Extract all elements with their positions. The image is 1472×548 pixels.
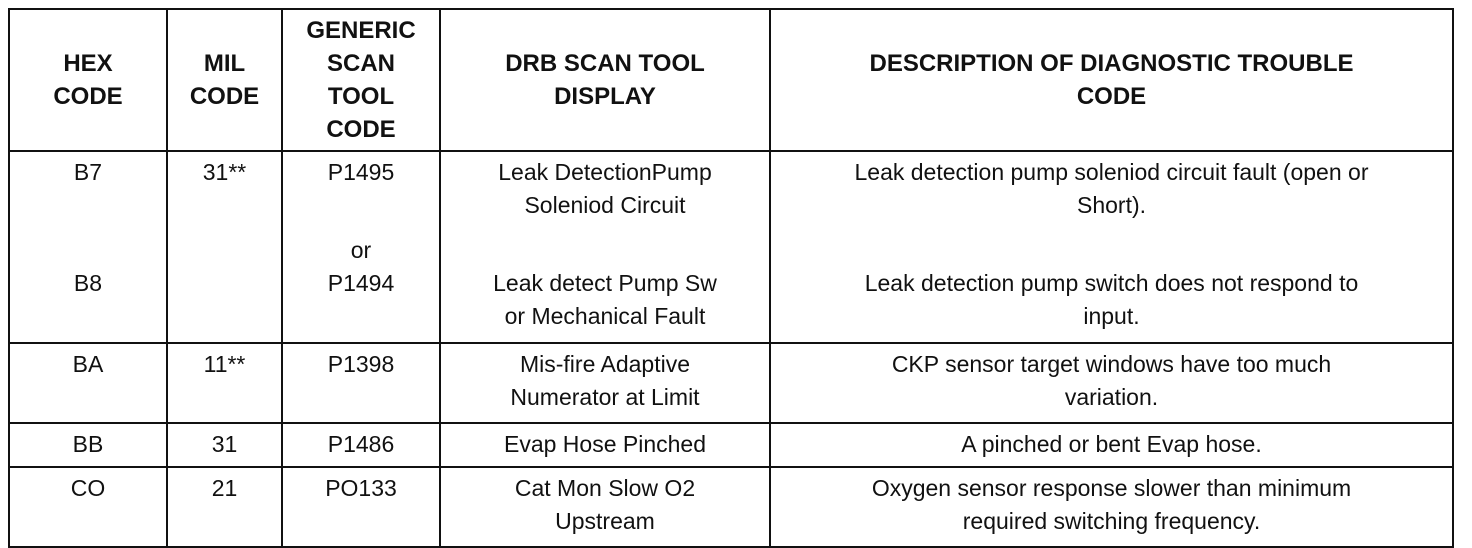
drb-display-cell: Leak DetectionPump Soleniod Circuit Leak detect Pump Sw or Mechanical Fault — [440, 151, 770, 343]
drb-display-cell: Evap Hose Pinched — [440, 423, 770, 467]
hex-code-cell: B7 B8 — [9, 151, 167, 343]
mil-code-cell: 21 — [167, 467, 282, 547]
hex-code-cell: BA — [9, 343, 167, 423]
mil-code-cell: 11** — [167, 343, 282, 423]
drb-display-cell: Mis-fire Adaptive Numerator at Limit — [440, 343, 770, 423]
header-drb-scan-tool-display: DRB SCAN TOOL DISPLAY — [440, 9, 770, 151]
header-mil-code: MIL CODE — [167, 9, 282, 151]
description-cell: A pinched or bent Evap hose. — [770, 423, 1453, 467]
mil-code-cell: 31** — [167, 151, 282, 343]
header-hex-code: HEX CODE — [9, 9, 167, 151]
header-description: DESCRIPTION OF DIAGNOSTIC TROUBLE CODE — [770, 9, 1453, 151]
hex-code-cell: BB — [9, 423, 167, 467]
drb-display-cell: Cat Mon Slow O2 Upstream — [440, 467, 770, 547]
generic-code-cell: P1398 — [282, 343, 440, 423]
table-row — [9, 423, 1453, 467]
generic-code-cell: P1486 — [282, 423, 440, 467]
table-row — [9, 151, 1453, 343]
description-cell: Oxygen sensor response slower than minimum required switching frequency. — [770, 467, 1453, 547]
dtc-table — [8, 8, 1454, 548]
table-row — [9, 343, 1453, 423]
header-row — [9, 9, 1453, 151]
header-generic-scan-tool-code: GENERIC SCAN TOOL CODE — [282, 9, 440, 151]
mil-code-cell: 31 — [167, 423, 282, 467]
hex-code-cell: CO — [9, 467, 167, 547]
generic-code-cell: P1495 or P1494 — [282, 151, 440, 343]
table-row — [9, 467, 1453, 547]
generic-code-cell: PO133 — [282, 467, 440, 547]
description-cell: CKP sensor target windows have too much variation. — [770, 343, 1453, 423]
description-cell: Leak detection pump soleniod circuit fault (open or Short). Leak detection pump switch does not respond to input. — [770, 151, 1453, 343]
